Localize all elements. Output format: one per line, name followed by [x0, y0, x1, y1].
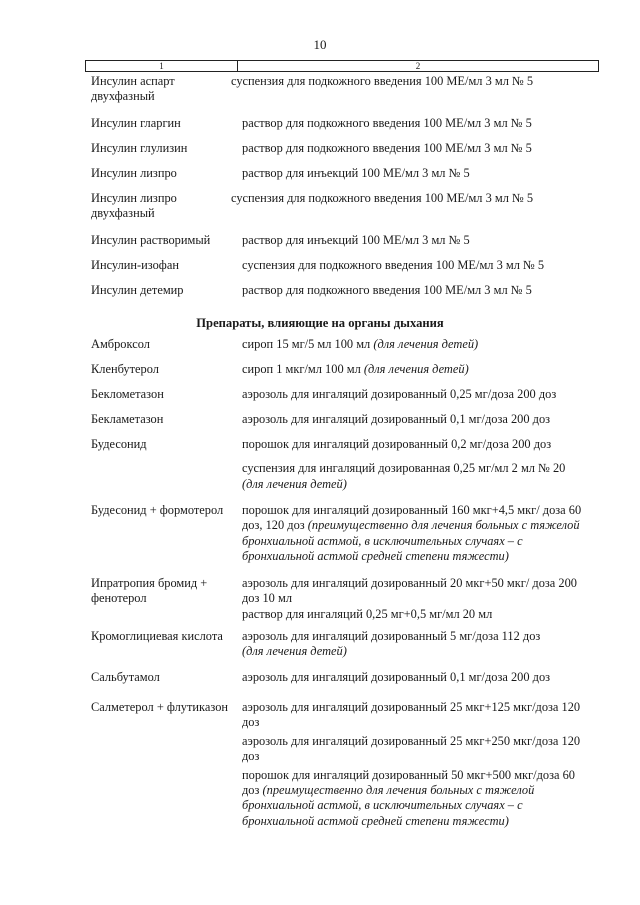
drug-name: Салметерол + флутиказон: [91, 700, 229, 714]
dosage-form: сироп 15 мг/5 мл 100 мл (для лечения детей): [242, 337, 479, 351]
section-title: Препараты, влияющие на органы дыхания: [196, 316, 444, 330]
dosage-form: суспензия для подкожного введения 100 МЕ/мл 3 мл № 5: [242, 258, 545, 272]
drug-name: Инсулин глулизин: [91, 141, 188, 155]
table-row: [91, 74, 611, 105]
drug-name: Инсулин лизпро: [91, 166, 177, 180]
drug-name: Инсулин-изофан: [91, 258, 179, 272]
drug-name: Беклометазон: [91, 387, 164, 401]
dosage-form: сироп 1 мкг/мл 100 мл (для лечения детей): [242, 362, 469, 376]
dosage-form: аэрозоль для ингаляций дозированный 0,1 мг/доза 200 доз: [242, 670, 551, 684]
table-row: [91, 116, 611, 131]
table-row: [91, 670, 611, 685]
drug-name: Кромоглициевая кислота: [91, 629, 223, 643]
table-row: [91, 283, 611, 298]
dosage-form: порошок для ингаляций дозированный 0,2 мг/доза 200 доз суспензия для ингаляций дозированная 0,25 мг/мл 2 мл № 20 (для лечения детей): [242, 437, 566, 491]
table-header: [85, 60, 599, 72]
column-header-1: 1: [86, 61, 238, 71]
table-row: [91, 412, 611, 427]
table-row: [91, 191, 611, 222]
drug-name: Бекламетазон: [91, 412, 164, 426]
page-number: 10: [313, 37, 327, 52]
table-row: [91, 437, 611, 492]
drug-name: Сальбутамол: [91, 670, 160, 684]
dosage-form: суспензия для подкожного введения 100 МЕ/мл 3 мл № 5: [231, 191, 534, 205]
table-row: [91, 387, 611, 402]
dosage-form: раствор для подкожного введения 100 МЕ/мл 3 мл № 5: [242, 283, 532, 297]
table-row: [91, 166, 611, 181]
table-row: [91, 337, 611, 352]
drug-name: Будесонид: [91, 437, 147, 451]
dosage-form: раствор для инъекций 100 МЕ/мл 3 мл № 5: [242, 233, 470, 247]
dosage-form: аэрозоль для ингаляций дозированный 0,1 мг/доза 200 доз: [242, 412, 551, 426]
drug-name: Инсулин гларгин: [91, 116, 181, 130]
drug-name: Инсулин аспарт двухфазный: [91, 74, 175, 104]
table-row: [91, 362, 611, 377]
table-row: [91, 503, 611, 565]
table-row: [91, 700, 611, 829]
drug-name: Инсулин лизпро двухфазный: [91, 191, 177, 221]
drug-name: Инсулин детемир: [91, 283, 184, 297]
drug-name: Инсулин растворимый: [91, 233, 211, 247]
drug-name: Ипратропия бромид + фенотерол: [91, 576, 208, 606]
dosage-form: раствор для подкожного введения 100 МЕ/мл 3 мл № 5: [242, 116, 532, 130]
dosage-form: аэрозоль для ингаляций дозированный 20 мкг+50 мкг/ доза 200 доз 10 мл раствор для ингаляций 0,25 мг+0,5 мг/мл 20 мл: [242, 576, 577, 621]
dosage-form: аэрозоль для ингаляций дозированный 5 мг/доза 112 доз (для лечения детей): [242, 629, 541, 659]
table-row: [91, 258, 611, 273]
drug-name: Кленбутерол: [91, 362, 159, 376]
dosage-form: аэрозоль для ингаляций дозированный 0,25 мг/доза 200 доз: [242, 387, 557, 401]
dosage-form: аэрозоль для ингаляций дозированный 25 мкг+125 мкг/доза 120 доз аэрозоль для ингаляций дозированный 25 мкг+250 мкг/доза 120 доз порошок для ингаляций дозированный 50 мкг+500 мкг/доза 60 доз (преимущественно для лечения больных с тяжелой бронхиальной астмой, в исключительных случаях – с бронхиальной астмой средней степени тяжести): [242, 700, 581, 828]
table-row: [91, 629, 611, 660]
table-row: [91, 233, 611, 248]
drug-name: Амброксол: [91, 337, 150, 351]
table-row: [91, 576, 611, 622]
dosage-form: порошок для ингаляций дозированный 160 мкг+4,5 мкг/ доза 60 доз, 120 доз (преимущественно для лечения больных с тяжелой бронхиальной астмой, в исключительных случаях – с бронхиальной астмой средней степени тяжести): [242, 503, 582, 564]
column-header-2: 2: [415, 61, 421, 71]
table-row: [91, 141, 611, 156]
drug-name: Будесонид + формотерол: [91, 503, 224, 517]
dosage-form: раствор для инъекций 100 МЕ/мл 3 мл № 5: [242, 166, 470, 180]
dosage-form: суспензия для подкожного введения 100 МЕ/мл 3 мл № 5: [231, 74, 534, 88]
dosage-form: раствор для подкожного введения 100 МЕ/мл 3 мл № 5: [242, 141, 532, 155]
